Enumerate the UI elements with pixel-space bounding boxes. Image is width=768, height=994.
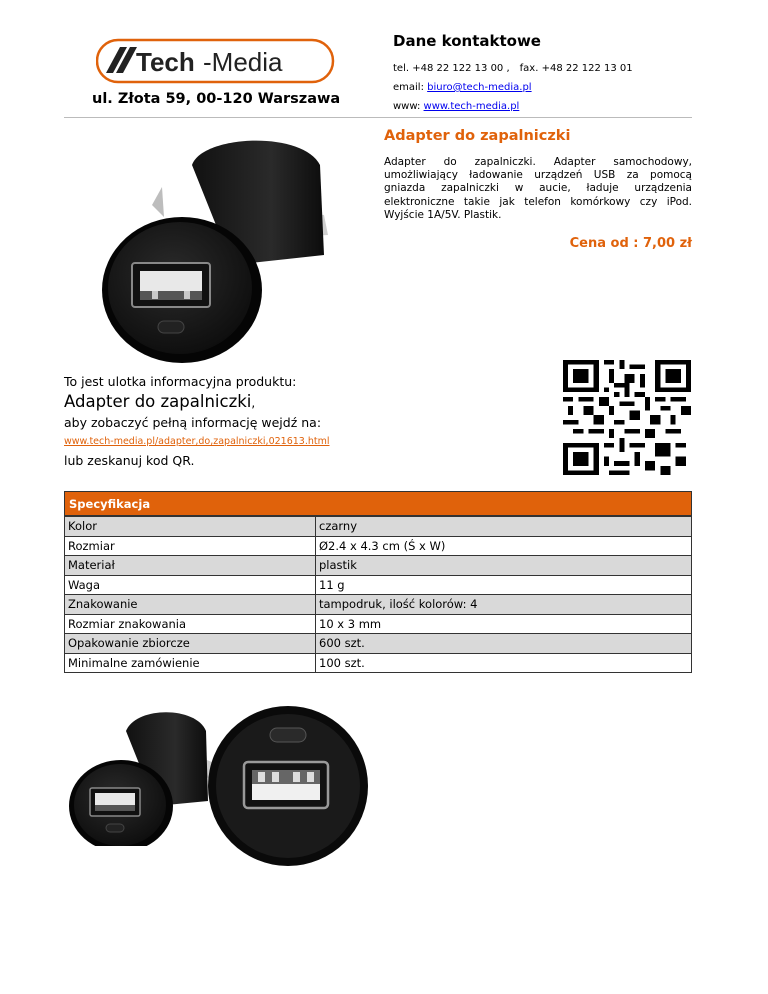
info-qr-hint: lub zeskanuj kod QR. bbox=[64, 453, 195, 468]
spec-value: 100 szt. bbox=[319, 655, 365, 670]
spec-value: 600 szt. bbox=[319, 636, 365, 650]
table-row bbox=[65, 653, 691, 673]
product-price: Cena od : 7,00 zł bbox=[569, 236, 692, 251]
contact-title: Dane kontaktowe bbox=[393, 32, 541, 50]
table-row bbox=[65, 575, 691, 595]
spec-key: Rozmiar bbox=[65, 537, 316, 556]
product-image-main bbox=[92, 125, 342, 365]
spec-table bbox=[64, 491, 692, 673]
table-row bbox=[65, 536, 691, 556]
spec-value: 10 x 3 mm bbox=[319, 616, 382, 631]
table-row bbox=[65, 594, 691, 614]
table-row bbox=[65, 555, 691, 575]
header-divider bbox=[64, 117, 692, 118]
svg-text:-Media: -Media bbox=[203, 47, 283, 77]
info-instruction: aby zobaczyć pełną informację wejdź na: bbox=[64, 415, 322, 430]
spec-value: tampodruk, ilość kolorów: 4 bbox=[319, 597, 478, 611]
email-link[interactable]: biuro@tech-media.pl bbox=[427, 82, 532, 93]
phone-number: tel. +48 22 122 13 00 , bbox=[393, 63, 510, 74]
email-label: email: bbox=[393, 82, 424, 93]
spec-key: Waga bbox=[65, 576, 316, 595]
info-block bbox=[64, 374, 330, 468]
spec-value: czarny bbox=[319, 519, 358, 533]
spec-key: Znakowanie bbox=[65, 595, 316, 614]
company-logo bbox=[96, 38, 336, 86]
contact-email-line bbox=[393, 78, 633, 97]
product-image-front bbox=[208, 706, 368, 866]
website-link[interactable]: www.tech-media.pl bbox=[423, 101, 520, 112]
spec-value: 11 g bbox=[319, 577, 345, 592]
www-label: www: bbox=[393, 101, 421, 112]
info-product-name: Adapter do zapalniczki bbox=[64, 392, 252, 411]
svg-text:Tech: Tech bbox=[136, 47, 195, 77]
spec-value: plastik bbox=[319, 558, 357, 572]
contact-phone-line bbox=[393, 59, 633, 78]
spec-value: Ø2.4 x 4.3 cm (Ś x W) bbox=[319, 538, 446, 553]
product-page-link[interactable]: www.tech-media.pl/adapter,do,zapalniczki,021613.html bbox=[64, 436, 330, 447]
company-address: ul. Złota 59, 00-120 Warszawa bbox=[92, 91, 341, 107]
table-row bbox=[65, 633, 691, 653]
info-name-suffix: , bbox=[251, 396, 256, 410]
info-product-name-line bbox=[64, 392, 330, 411]
spec-table-title: Specyfikacja bbox=[65, 492, 691, 516]
spec-key: Minimalne zamówienie bbox=[65, 654, 316, 673]
spec-key: Rozmiar znakowania bbox=[65, 615, 316, 634]
product-title: Adapter do zapalniczki bbox=[384, 128, 571, 144]
spec-key: Opakowanie zbiorcze bbox=[65, 634, 316, 653]
fax-number: fax. +48 22 122 13 01 bbox=[519, 63, 633, 74]
product-image-side bbox=[66, 706, 212, 846]
product-description: Adapter do zapalniczki. Adapter samochodowy, umożliwiający ładowanie urządzeń USB za pomocą gniazda zapalniczki w aucie, ładuje urządzenia elektroniczne takie jak telefon komórkowy czy iPod. Wyjście 1A/5V. Plastik. bbox=[384, 156, 692, 221]
qr-code bbox=[563, 360, 691, 475]
contact-block bbox=[393, 32, 633, 116]
table-row bbox=[65, 516, 691, 536]
table-row bbox=[65, 614, 691, 634]
spec-key: Materiał bbox=[65, 556, 316, 575]
contact-www-line bbox=[393, 97, 633, 116]
spec-key: Kolor bbox=[65, 517, 316, 536]
info-intro: To jest ulotka informacyjna produktu: bbox=[64, 374, 297, 389]
